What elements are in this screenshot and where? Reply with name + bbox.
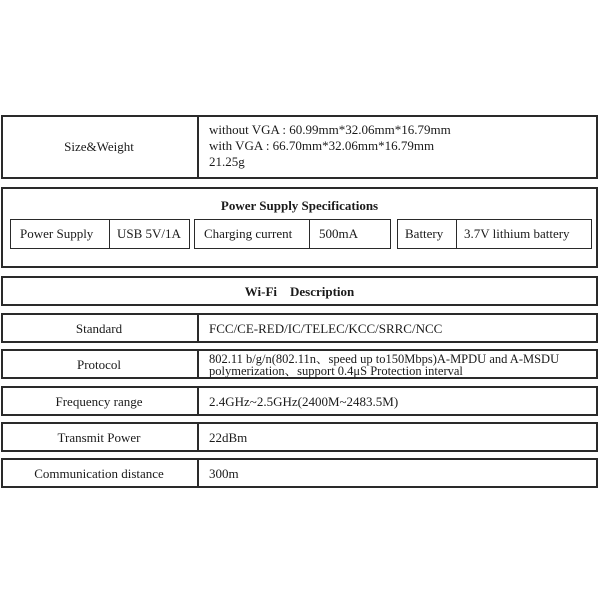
size-weight-row (1, 115, 598, 179)
wifi-row-value: FCC/CE-RED/IC/TELEC/KCC/SRRC/NCC (209, 321, 443, 336)
power-supply-group (10, 219, 190, 249)
wifi-row-value: 300m (209, 466, 239, 481)
size-weight-label: Size&Weight (64, 139, 134, 154)
wifi-row-standard (1, 313, 598, 343)
wifi-row-protocol (1, 349, 598, 379)
power-supply-label: Power Supply (20, 226, 94, 241)
protocol-line: polymerization、support 0.4μS Protection interval (209, 364, 463, 378)
wifi-row-label: Communication distance (34, 466, 164, 481)
size-weight-line: without VGA : 60.99mm*32.06mm*16.79mm (209, 122, 451, 137)
power-supply-value: USB 5V/1A (117, 226, 181, 241)
wifi-row-transmit-power (1, 422, 598, 452)
wifi-row-frequency (1, 386, 598, 416)
charging-current-value: 500mA (319, 226, 358, 241)
power-title: Power Supply Specifications (220, 198, 379, 213)
wifi-title: Wi-Fi Description (244, 284, 355, 299)
size-weight-line: with VGA : 66.70mm*32.06mm*16.79mm (209, 138, 435, 153)
wifi-row-label: Standard (75, 321, 123, 336)
wifi-title-row (1, 276, 598, 306)
battery-label: Battery (405, 226, 444, 241)
charging-current-label: Charging current (204, 226, 293, 241)
charging-current-group (194, 219, 391, 249)
size-weight-line: 21.25g (209, 154, 245, 169)
wifi-row-distance (1, 458, 598, 488)
wifi-row-label: Frequency range (55, 394, 143, 409)
wifi-row-label: Transmit Power (57, 430, 141, 445)
wifi-row-value (209, 353, 559, 377)
size-weight-values (209, 122, 451, 170)
wifi-row-label: Protocol (76, 357, 122, 372)
power-section (1, 187, 598, 268)
wifi-row-value: 22dBm (209, 430, 248, 445)
protocol-line: 802.11 b/g/n(802.11n、speed up to150Mbps)A-MPDU and A-MSDU (209, 352, 560, 366)
battery-value: 3.7V lithium battery (464, 226, 570, 241)
battery-group (397, 219, 592, 249)
wifi-row-value: 2.4GHz~2.5GHz(2400M~2483.5M) (209, 394, 399, 409)
